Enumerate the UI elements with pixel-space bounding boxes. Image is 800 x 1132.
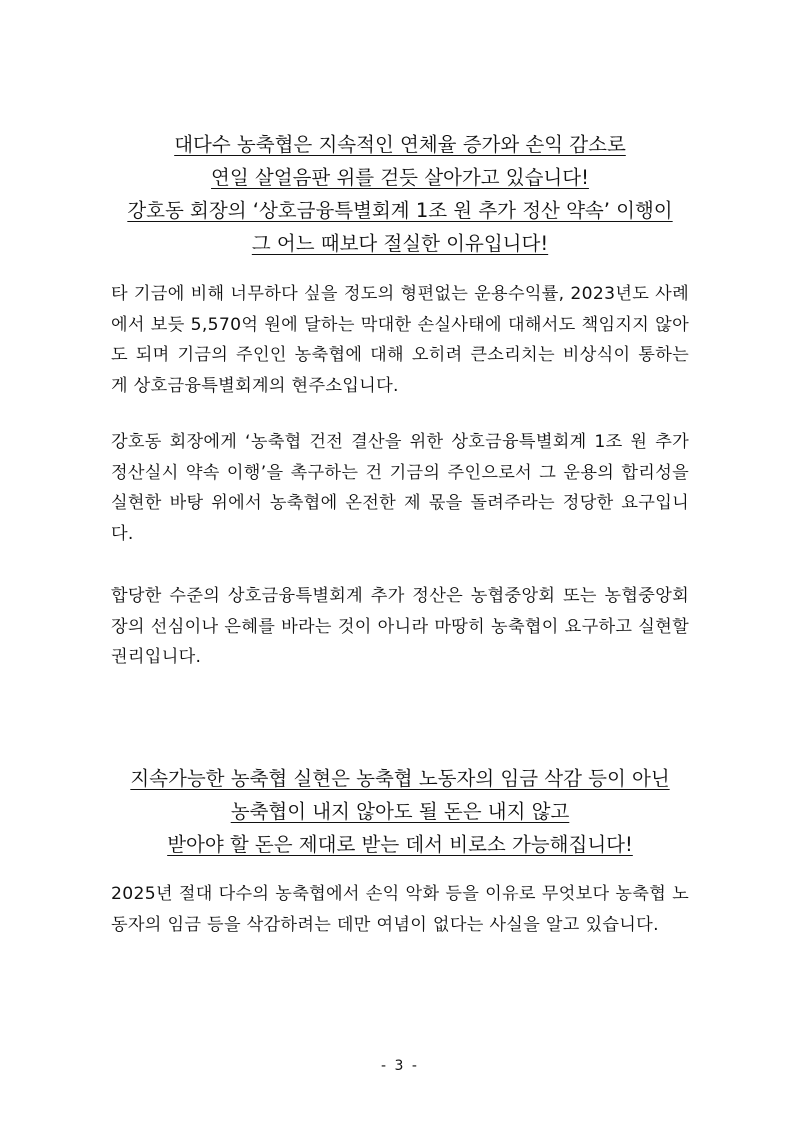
heading-line: 받아야 할 돈은 제대로 받는 데서 비로소 가능해집니다! (167, 833, 633, 856)
closing-paragraph: 2025년 절대 다수의 농축협에서 손익 악화 등을 이유로 무엇보다 농축협 노동자의 임금 등을 삭감하려는 데만 여념이 없다는 사실을 알고 있습니다. (111, 884, 689, 935)
page-number: - 3 - (381, 1058, 419, 1074)
section-heading-2 (60, 762, 740, 861)
section-heading-1 (60, 128, 740, 260)
heading-line: 그 어느 때보다 절실한 이유입니다! (251, 232, 549, 255)
heading-line: 연일 살얼음판 위를 걷듯 살아가고 있습니다! (211, 166, 589, 189)
heading-line: 강호동 회장의 ‘상호금융특별회계 1조 원 추가 정산 약속’ 이행이 (127, 199, 673, 222)
heading-line: 지속가능한 농축협 실현은 농축협 노동자의 임금 삭감 등이 아닌 (130, 767, 670, 790)
heading-line: 대다수 농축협은 지속적인 연체율 증가와 손익 감소로 (174, 133, 626, 156)
body-paragraph-3: 합당한 수준의 상호금융특별회계 추가 정산은 농협중앙회 또는 농협중앙회장의 선심이나 은혜를 바라는 것이 아니라 마땅히 농축협이 요구하고 실현할 권리입니다. (111, 586, 689, 667)
body-paragraph-2: 강호동 회장에게 ‘농축협 건전 결산을 위한 상호금융특별회계 1조 원 추가 정산실시 약속 이행’을 촉구하는 건 기금의 주인으로서 그 운용의 합리성을 실현한 바탕 위에서 농축협에 온전한 제 몫을 돌려주라는 정당한 요구입니다. (111, 432, 689, 544)
body-paragraph-1: 타 기금에 비해 너무하다 싶을 정도의 형편없는 운용수익률, 2023년도 사례에서 보듯 5,570억 원에 달하는 막대한 손실사태에 대해서도 책임지지 않아도 되며 기금의 주인인 농축협에 대해 오히려 큰소리치는 비상식이 통하는 게 상호금융특별회계의 현주소입니다. (111, 284, 689, 396)
heading-line: 농축협이 내지 않아도 될 돈은 내지 않고 (230, 800, 570, 823)
